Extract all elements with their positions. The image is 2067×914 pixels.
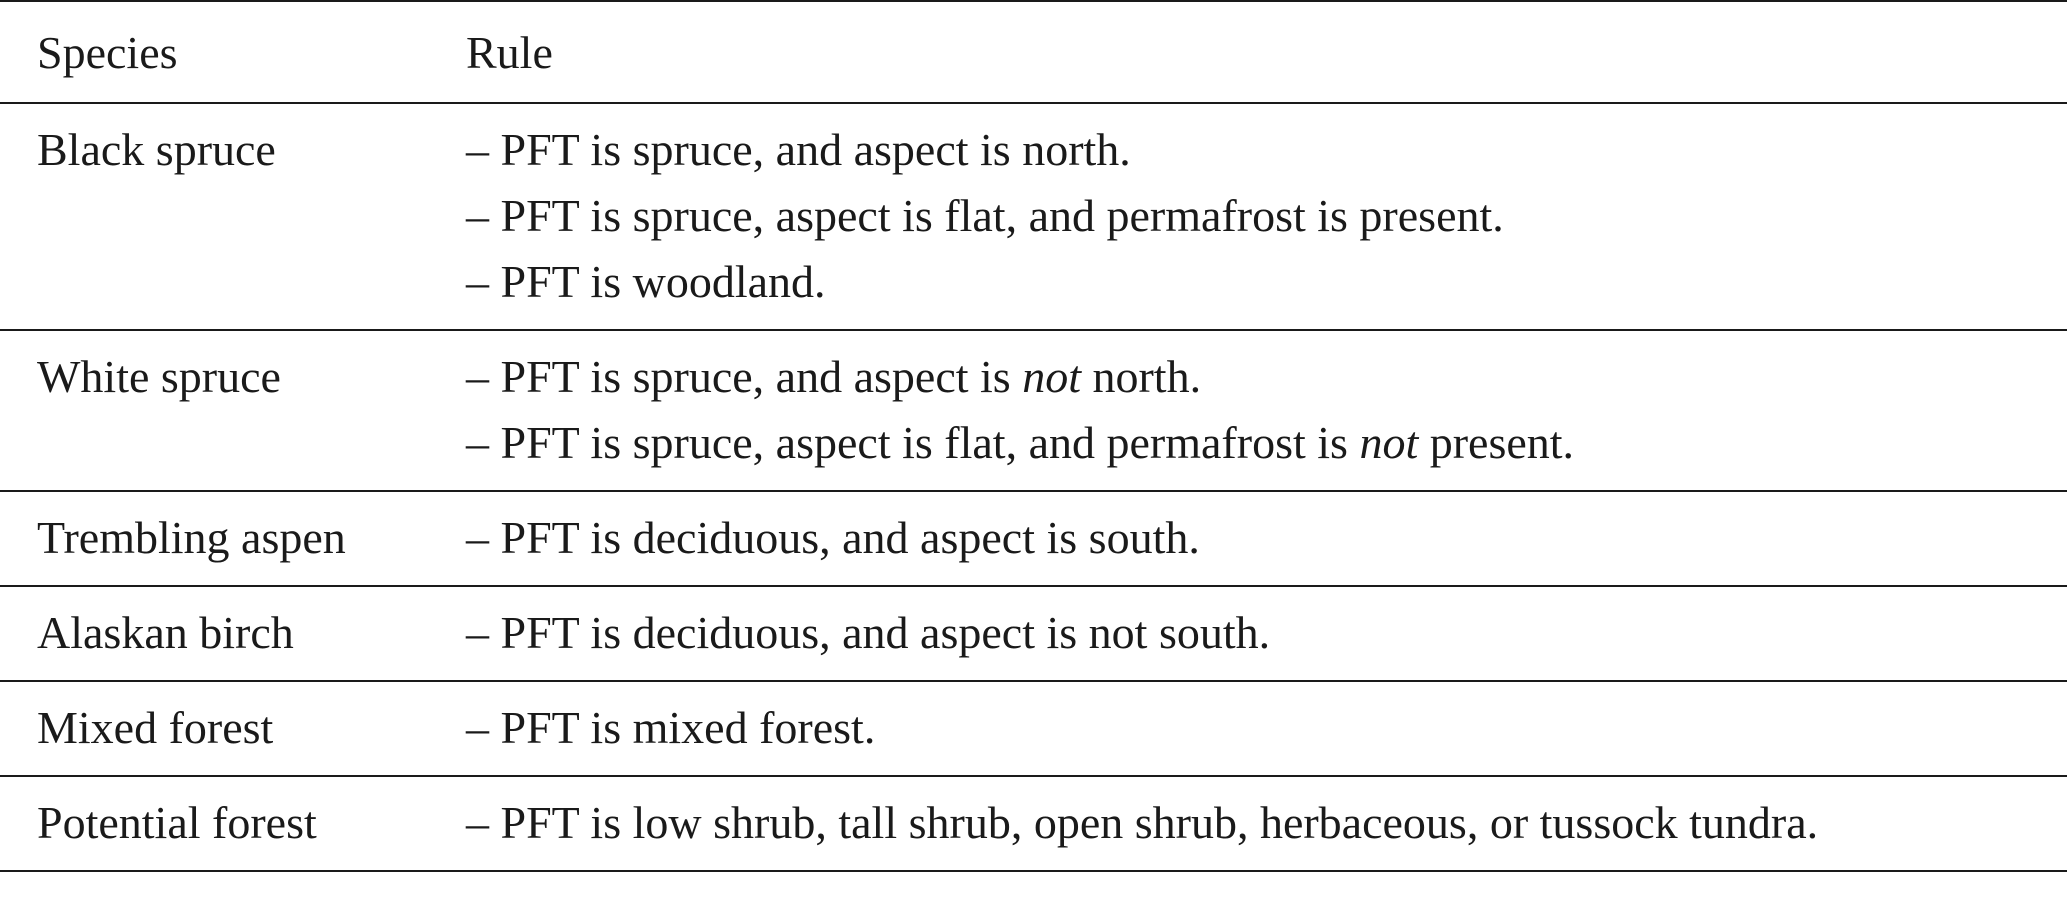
rule-line bbox=[466, 344, 2067, 410]
rule-line bbox=[466, 505, 2067, 571]
species-cell: Mixed forest bbox=[0, 681, 466, 776]
table-row bbox=[0, 491, 2067, 586]
rule-text-continued: north. bbox=[1080, 351, 1202, 402]
rule-line bbox=[466, 117, 2067, 183]
header-rule: Rule bbox=[466, 1, 2067, 103]
rule-text: – PFT is mixed forest. bbox=[466, 702, 876, 753]
header-species: Species bbox=[0, 1, 466, 103]
table-row bbox=[0, 330, 2067, 491]
rule-cell bbox=[466, 103, 2067, 330]
rule-line bbox=[466, 249, 2067, 315]
rule-text-continued: present. bbox=[1418, 417, 1575, 468]
rule-text: – PFT is spruce, aspect is flat, and permafrost is present. bbox=[466, 190, 1504, 241]
rule-cell bbox=[466, 491, 2067, 586]
rule-text: – PFT is woodland. bbox=[466, 256, 826, 307]
rule-text: – PFT is spruce, aspect is flat, and permafrost is bbox=[466, 417, 1360, 468]
table-row bbox=[0, 681, 2067, 776]
rule-text: – PFT is low shrub, tall shrub, open shrub, herbaceous, or tussock tundra. bbox=[466, 797, 1819, 848]
header-row bbox=[0, 1, 2067, 103]
rule-line bbox=[466, 183, 2067, 249]
rule-line bbox=[466, 600, 2067, 666]
rule-cell bbox=[466, 776, 2067, 871]
rule-cell bbox=[466, 330, 2067, 491]
rule-text: – PFT is deciduous, and aspect is south. bbox=[466, 512, 1200, 563]
species-cell: Trembling aspen bbox=[0, 491, 466, 586]
rule-line bbox=[466, 695, 2067, 761]
table-row bbox=[0, 586, 2067, 681]
table-header bbox=[0, 1, 2067, 103]
rule-text: – PFT is spruce, and aspect is north. bbox=[466, 124, 1131, 175]
table-row bbox=[0, 776, 2067, 871]
rule-cell bbox=[466, 681, 2067, 776]
rule-line bbox=[466, 410, 2067, 476]
species-cell: Alaskan birch bbox=[0, 586, 466, 681]
species-cell: Black spruce bbox=[0, 103, 466, 330]
rule-emphasis: not bbox=[1359, 417, 1419, 468]
rule-line bbox=[466, 790, 2067, 856]
table-body bbox=[0, 103, 2067, 871]
species-cell: White spruce bbox=[0, 330, 466, 491]
rule-emphasis: not bbox=[1022, 351, 1081, 402]
rule-cell bbox=[466, 586, 2067, 681]
rule-text: – PFT is spruce, and aspect is bbox=[466, 351, 1023, 402]
species-cell: Potential forest bbox=[0, 776, 466, 871]
table-row bbox=[0, 103, 2067, 330]
rule-text: – PFT is deciduous, and aspect is not south. bbox=[466, 607, 1271, 658]
